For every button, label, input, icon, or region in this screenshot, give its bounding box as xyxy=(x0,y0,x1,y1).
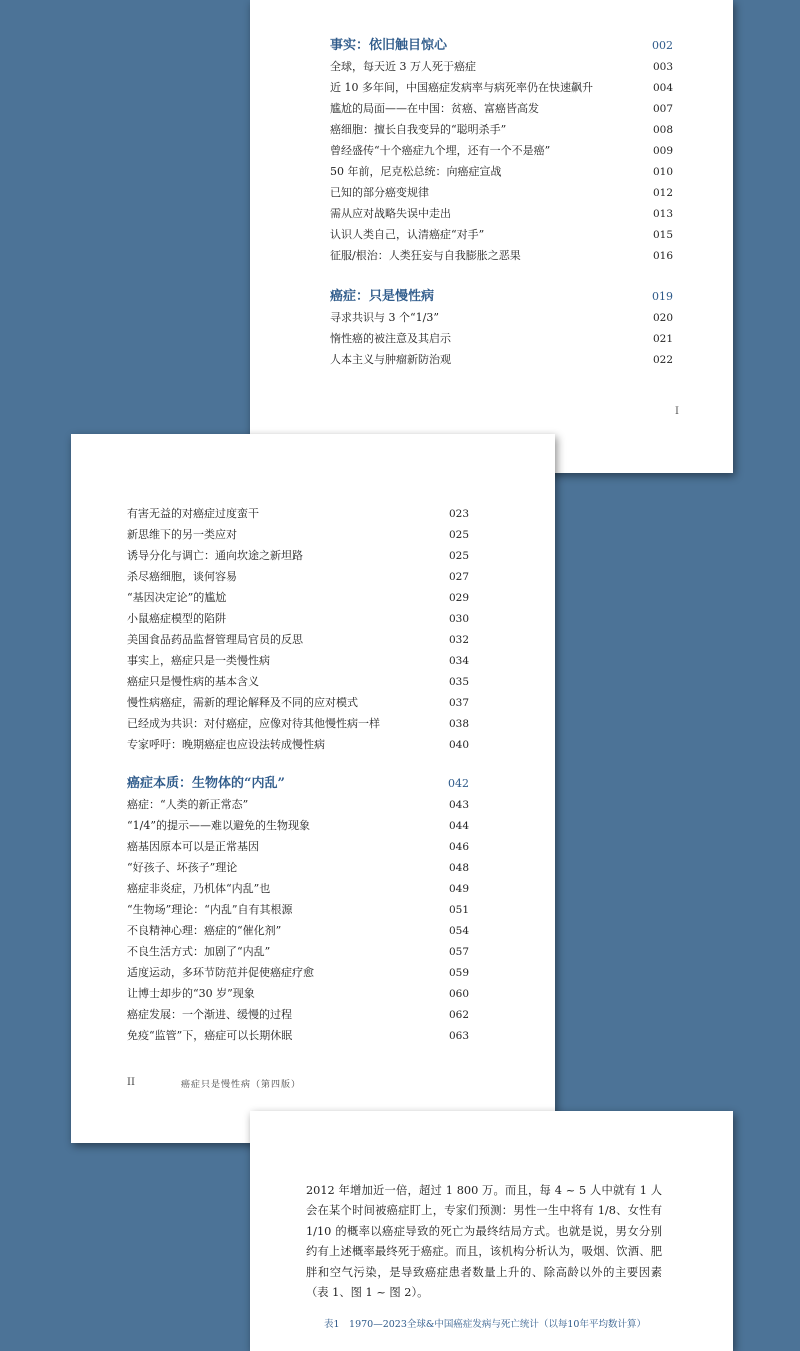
toc-entry-page: 063 xyxy=(448,1030,469,1042)
toc-section-heading xyxy=(127,774,469,794)
toc-entry-page: 008 xyxy=(652,124,673,136)
toc-entry-page: 057 xyxy=(448,946,469,958)
toc-entry-title: 不良精神心理：癌症的“催化剂” xyxy=(127,924,282,937)
toc-entry xyxy=(330,78,673,98)
toc-entry-title: 让博士却步的“30 岁”现象 xyxy=(127,987,255,1000)
toc-entry xyxy=(127,795,469,815)
toc-entry xyxy=(127,735,469,755)
toc-entry-page: 040 xyxy=(448,739,469,751)
toc-entry xyxy=(127,963,469,983)
toc-entry-page: 019 xyxy=(652,290,673,303)
toc-entry xyxy=(330,225,673,245)
toc-entry-page: 003 xyxy=(652,61,673,73)
toc-entry-page: 012 xyxy=(652,187,673,199)
toc-entry-page: 054 xyxy=(448,925,469,937)
toc-entry-title: 需从应对战略失误中走出 xyxy=(330,207,451,220)
toc-entry-title: 癌细胞：擅长自我变异的“聪明杀手” xyxy=(330,123,507,136)
page-number: I xyxy=(675,406,679,417)
toc-entry-title: 已经成为共识：对付癌症，应像对待其他慢性病一样 xyxy=(127,717,380,730)
toc-entry-title: 小鼠癌症模型的陷阱 xyxy=(127,612,226,625)
toc-entry-title: 适度运动，多环节防范并促使癌症疗愈 xyxy=(127,966,314,979)
toc-entry-page: 020 xyxy=(652,312,673,324)
toc-entry-page: 002 xyxy=(652,39,673,52)
toc-entry-title: 癌症：“人类的新正常态” xyxy=(127,798,249,811)
toc-entry-title: “生物场”理论：“内乱”自有其根源 xyxy=(127,903,293,916)
toc-entry-title: 惰性癌的被注意及其启示 xyxy=(330,332,451,345)
toc-entry xyxy=(127,837,469,857)
toc-entry-page: 062 xyxy=(448,1009,469,1021)
toc-list xyxy=(127,504,469,758)
toc-entry-title: 事实：依旧触目惊心 xyxy=(330,38,448,53)
toc-entry-page: 015 xyxy=(652,229,673,241)
toc-entry-title: 认识人类自己，认清癌症“对手” xyxy=(330,228,485,241)
toc-entry xyxy=(127,525,469,545)
toc-entry-title: 诱导分化与调亡：通向坎途之新坦路 xyxy=(127,549,303,562)
toc-entry xyxy=(330,329,673,349)
toc-entry-title: “好孩子、坏孩子”理论 xyxy=(127,861,238,874)
toc-entry xyxy=(330,120,673,140)
toc-entry-title: 癌症只是慢性病的基本含义 xyxy=(127,675,259,688)
toc-entry-page: 030 xyxy=(448,613,469,625)
toc-entry xyxy=(127,1026,469,1046)
toc-entry-page: 048 xyxy=(448,862,469,874)
toc-entry xyxy=(127,630,469,650)
toc-section-heading xyxy=(330,36,673,56)
toc-entry xyxy=(127,588,469,608)
toc-entry xyxy=(127,921,469,941)
toc-entry-title: 免疫“监管”下，癌症可以长期休眠 xyxy=(127,1029,293,1042)
toc-entry xyxy=(330,141,673,161)
toc-entry-title: 全球，每天近 3 万人死于癌症 xyxy=(330,60,476,73)
toc-entry-page: 016 xyxy=(652,250,673,262)
toc-entry-page: 013 xyxy=(652,208,673,220)
toc-entry-title: 专家呼吁：晚期癌症也应设法转成慢性病 xyxy=(127,738,325,751)
toc-entry xyxy=(127,693,469,713)
toc-entry-page: 051 xyxy=(448,904,469,916)
toc-section-heading xyxy=(330,287,673,307)
toc-entry-title: 曾经盛传“十个癌症九个埋，还有一个不是癌” xyxy=(330,144,551,157)
toc-entry xyxy=(127,672,469,692)
toc-entry-title: 有害无益的对癌症过度蛮干 xyxy=(127,507,259,520)
toc-list xyxy=(127,774,469,1046)
toc-entry-title: 征服/根治：人类狂妄与自我膨胀之恶果 xyxy=(330,249,521,262)
toc-entry xyxy=(127,609,469,629)
toc-entry-page: 043 xyxy=(448,799,469,811)
toc-entry xyxy=(127,567,469,587)
toc-entry xyxy=(127,1005,469,1025)
toc-entry-page: 038 xyxy=(448,718,469,730)
toc-entry-title: 癌基因原本可以是正常基因 xyxy=(127,840,259,853)
toc-entry-title: “1/4”的提示——难以避免的生物现象 xyxy=(127,819,310,832)
toc-entry-page: 021 xyxy=(652,333,673,345)
toc-entry-page: 027 xyxy=(448,571,469,583)
body-paragraph: 2012 年增加近一倍，超过 1 800 万。而且，每 4 ~ 5 人中就有 1 人会在某个时间被癌症盯上，专家们预测：男性一生中将有 1/8、女性有 1/10 的概率以癌症导致的死亡为最终结局方式。也就是说，男女分别约有上述概率最终死于癌症。而且，该机构分析认为，吸烟、饮酒、肥胖和空气污染，是导致癌症患者数量上升的、除高龄以外的主要因素（表 1、图 1 ~ 图 2）。 xyxy=(306,1184,662,1300)
toc-entry-title: 不良生活方式：加剧了“内乱” xyxy=(127,945,271,958)
body-page xyxy=(250,1111,733,1351)
toc-entry xyxy=(127,942,469,962)
toc-entry-title: 尴尬的局面——在中国：贫癌、富癌皆高发 xyxy=(330,102,539,115)
toc-entry-page: 049 xyxy=(448,883,469,895)
toc-entry-title: 癌症：只是慢性病 xyxy=(330,289,435,304)
toc-entry-title: 已知的部分癌变规律 xyxy=(330,186,429,199)
toc-entry-title: 近 10 多年间，中国癌症发病率与病死率仍在快速飙升 xyxy=(330,81,593,94)
toc-entry xyxy=(330,350,673,370)
toc-entry xyxy=(127,879,469,899)
toc-entry xyxy=(127,816,469,836)
toc-page-2 xyxy=(71,434,555,1143)
table-caption: 表1 1970—2023全球&中国癌症发病与死亡统计（以每10年平均数计算） xyxy=(324,1319,646,1330)
toc-entry-title: 50 年前，尼克松总统：向癌症宣战 xyxy=(330,165,502,178)
toc-entry-page: 022 xyxy=(652,354,673,366)
toc-entry xyxy=(330,57,673,77)
toc-entry xyxy=(330,204,673,224)
toc-entry xyxy=(127,546,469,566)
toc-entry-title: 美国食品药品监督管理局官员的反思 xyxy=(127,633,303,646)
toc-entry-title: 人本主义与肿瘤新防治观 xyxy=(330,353,451,366)
toc-entry-page: 035 xyxy=(448,676,469,688)
toc-entry-page: 029 xyxy=(448,592,469,604)
toc-entry-page: 060 xyxy=(448,988,469,1000)
toc-entry xyxy=(127,900,469,920)
toc-entry-page: 025 xyxy=(448,550,469,562)
toc-entry xyxy=(330,246,673,266)
toc-entry-page: 004 xyxy=(652,82,673,94)
toc-entry-title: 癌症发展：一个渐进、缓慢的过程 xyxy=(127,1008,292,1021)
toc-entry-title: 新思维下的另一类应对 xyxy=(127,528,237,541)
toc-entry xyxy=(330,308,673,328)
toc-entry xyxy=(330,99,673,119)
toc-entry-title: 杀尽癌细胞，谈何容易 xyxy=(127,570,237,583)
toc-entry-title: 事实上，癌症只是一类慢性病 xyxy=(127,654,270,667)
toc-entry xyxy=(127,714,469,734)
toc-entry-page: 025 xyxy=(448,529,469,541)
toc-list xyxy=(330,287,673,377)
toc-entry-page: 037 xyxy=(448,697,469,709)
toc-entry-page: 023 xyxy=(448,508,469,520)
toc-entry-page: 010 xyxy=(652,166,673,178)
running-header: 癌症只是慢性病（第四版） xyxy=(181,1080,302,1090)
toc-entry-page: 009 xyxy=(652,145,673,157)
toc-entry xyxy=(127,651,469,671)
toc-entry xyxy=(127,858,469,878)
toc-entry-page: 032 xyxy=(448,634,469,646)
toc-page-1 xyxy=(250,0,733,473)
toc-entry xyxy=(330,162,673,182)
toc-entry-page: 042 xyxy=(448,777,469,790)
toc-entry xyxy=(127,984,469,1004)
toc-entry-title: 寻求共识与 3 个“1/3” xyxy=(330,311,439,324)
toc-entry-title: 慢性病癌症，需新的理论解释及不同的应对模式 xyxy=(127,696,358,709)
toc-entry-title: “基因决定论”的尴尬 xyxy=(127,591,227,604)
toc-entry-page: 034 xyxy=(448,655,469,667)
toc-entry xyxy=(127,504,469,524)
toc-entry-page: 046 xyxy=(448,841,469,853)
toc-entry-title: 癌症本质：生物体的“内乱” xyxy=(127,776,285,791)
toc-entry xyxy=(330,183,673,203)
toc-entry-title: 癌症非炎症，乃机体“内乱”也 xyxy=(127,882,271,895)
toc-entry-page: 044 xyxy=(448,820,469,832)
toc-entry-page: 059 xyxy=(448,967,469,979)
toc-list xyxy=(330,36,673,268)
toc-entry-page: 007 xyxy=(652,103,673,115)
page-number: II xyxy=(127,1077,135,1088)
